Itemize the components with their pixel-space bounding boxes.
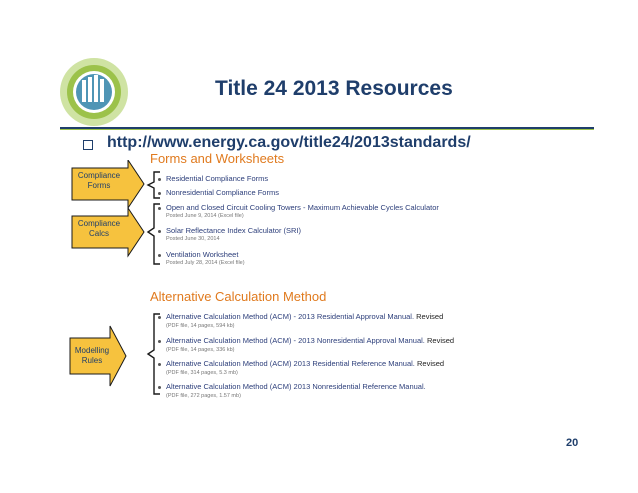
list-item-label: Alternative Calculation Method (ACM) - 2013 Nonresidential Approval Manual.	[166, 336, 425, 345]
list-item-label: Nonresidential Compliance Forms	[166, 188, 279, 197]
list-item-note: (PDF file, 314 pages, 5.3 mb)	[166, 370, 238, 376]
list-item[interactable]	[158, 312, 443, 321]
resource-link[interactable]: http://www.energy.ca.gov/title24/2013standards/	[107, 134, 471, 151]
list-item[interactable]	[158, 226, 301, 235]
revised-tag: Revised	[416, 359, 445, 368]
list-item-label: Alternative Calculation Method (ACM) 2013 Residential Reference Manual.	[166, 359, 415, 368]
page-title: Title 24 2013 Resources	[215, 77, 453, 100]
bracket-calcs	[148, 204, 160, 264]
list-item[interactable]	[158, 174, 268, 183]
bracket-forms	[148, 172, 160, 198]
revised-tag: Revised	[426, 336, 455, 345]
list-item-label: Open and Closed Circuit Cooling Towers - Maximum Achievable Cycles Calculator	[166, 203, 439, 212]
list-item-note: (PDF file, 14 pages, 336 kb)	[166, 347, 235, 353]
list-item[interactable]	[158, 250, 238, 259]
list-item-note: Posted July 28, 2014 (Excel file)	[166, 260, 245, 266]
page-number: 20	[566, 437, 579, 449]
list-item[interactable]	[158, 188, 279, 197]
list-item-note: Posted June 30, 2014	[166, 236, 220, 242]
list-item-note: (PDF file, 272 pages, 1.57 mb)	[166, 393, 241, 399]
callout-diagram	[60, 160, 170, 410]
logo-icon	[58, 56, 130, 128]
list-item-label: Alternative Calculation Method (ACM) - 2013 Residential Approval Manual.	[166, 312, 415, 321]
list-item[interactable]	[158, 359, 444, 368]
acm-heading: Alternative Calculation Method	[150, 289, 327, 304]
callout-rules-label: Modelling Rules	[74, 346, 110, 365]
list-item-label: Ventilation Worksheet	[166, 250, 239, 259]
bracket-rules	[148, 314, 160, 394]
list-item[interactable]	[158, 336, 454, 345]
list-item[interactable]	[158, 382, 426, 391]
list-item-label: Alternative Calculation Method (ACM) 2013 Nonresidential Reference Manual.	[166, 382, 426, 391]
forms-heading: Forms and Worksheets	[150, 151, 285, 166]
callout-calcs-label: Compliance Calcs	[77, 219, 121, 238]
list-item-label: Residential Compliance Forms	[166, 174, 269, 183]
list-item-label: Solar Reflectance Index Calculator (SRI)	[166, 226, 302, 235]
revised-tag: Revised	[416, 312, 444, 321]
callout-forms-label: Compliance Forms	[77, 171, 121, 190]
checkbox-bullet-icon	[83, 140, 93, 150]
title-divider-accent	[60, 129, 594, 130]
list-item-note: Posted June 9, 2014 (Excel file)	[166, 213, 244, 219]
list-item-note: (PDF file, 14 pages, 594 kb)	[166, 323, 235, 329]
list-item[interactable]	[158, 203, 439, 212]
